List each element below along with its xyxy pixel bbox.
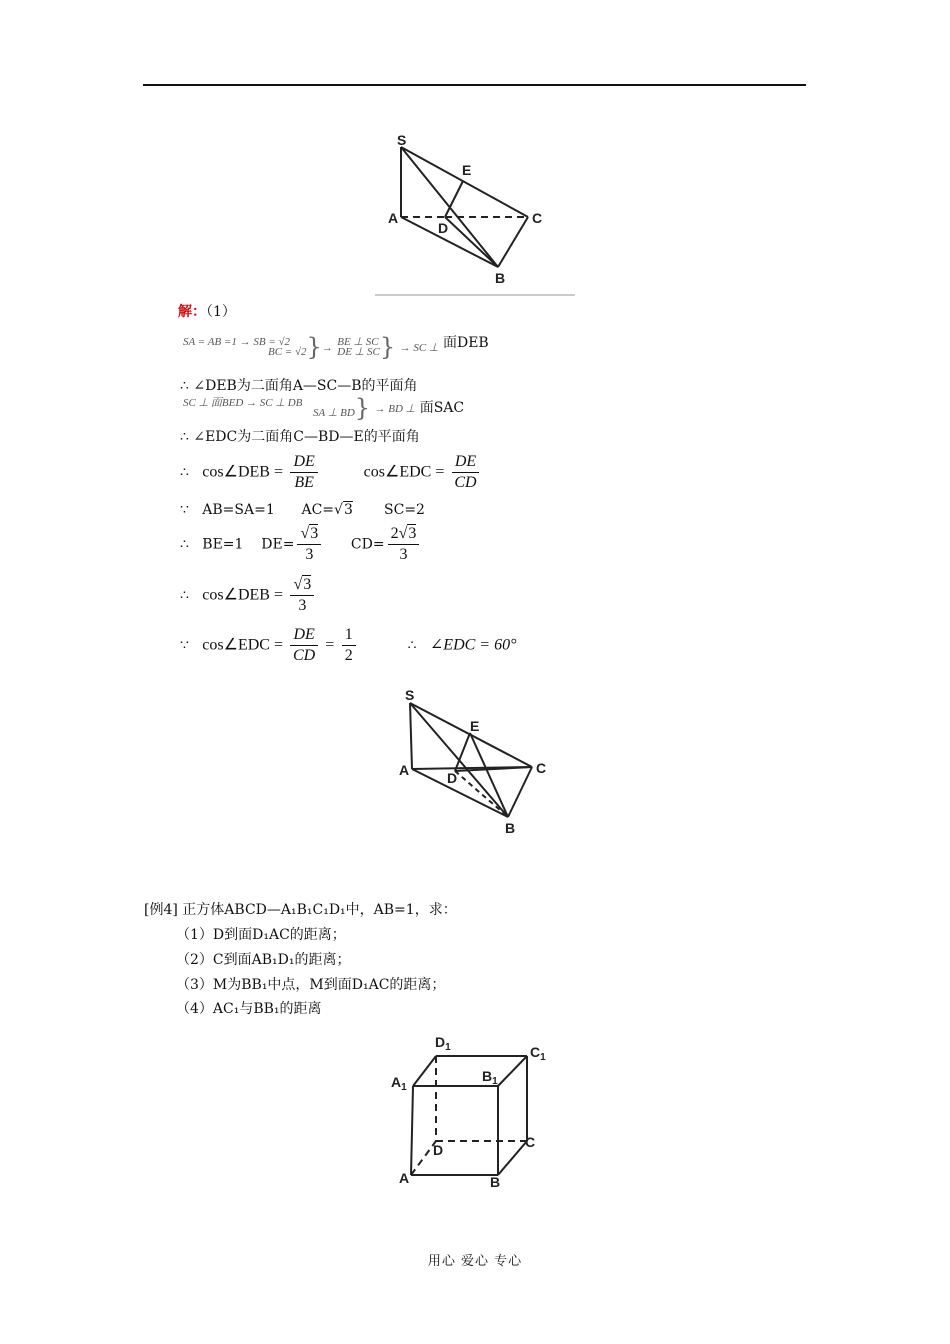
label-C1: $C_1$ bbox=[530, 1044, 546, 1063]
label-B: B bbox=[490, 1174, 501, 1190]
l1-e: → SC ⊥ bbox=[399, 342, 439, 354]
frac1-den: BE bbox=[294, 474, 314, 491]
be-value: BE=1 bbox=[202, 536, 244, 553]
label-B: B bbox=[505, 820, 516, 836]
cos-deb-num: 3 bbox=[303, 576, 312, 593]
l3-a: SC ⊥ 面BED → SC ⊥ DB bbox=[183, 397, 303, 409]
cube-figure bbox=[385, 1025, 555, 1195]
solution-line-9 bbox=[180, 625, 517, 671]
label-A: A bbox=[388, 210, 399, 226]
solution-line-2: ∴ ∠DEB为二面角A—SC—B的平面角 bbox=[180, 378, 418, 394]
frac2-den: CD bbox=[454, 474, 477, 491]
cd-num: 3 bbox=[408, 525, 417, 542]
label-E: E bbox=[470, 718, 480, 734]
cos-deb-label: cos∠DEB = bbox=[202, 463, 283, 481]
solution-line-8: ∴ cos∠DEB = $\frac{√3}{3}$ bbox=[180, 575, 317, 621]
cos-deb-den: 3 bbox=[298, 597, 307, 614]
label-C: C bbox=[525, 1134, 536, 1150]
solution-line-4: ∴ ∠EDC为二面角C—BD—E的平面角 bbox=[180, 429, 420, 445]
frac1-num: DE bbox=[290, 452, 317, 473]
solution-line-5 bbox=[180, 452, 482, 498]
solution-line-7: ∴ BE=1 DE= $\frac{√3}{3}$ CD= $\frac{2√3}{3}$ bbox=[180, 524, 422, 570]
label-A: A bbox=[399, 1170, 410, 1186]
because-symbol: ∵ bbox=[180, 637, 189, 654]
cd-label: CD= bbox=[350, 536, 385, 553]
therefore-symbol: ∴ bbox=[180, 587, 189, 604]
cd-coef: 2 bbox=[390, 525, 399, 542]
half-den: 2 bbox=[344, 647, 353, 664]
example4-q3: （3）M为BB₁中点，M到面D₁AC的距离； bbox=[176, 977, 446, 993]
label-B1: $B_1$ bbox=[482, 1068, 498, 1087]
label-D: D bbox=[447, 770, 458, 786]
solution-part: （1） bbox=[206, 304, 236, 320]
label-D: D bbox=[433, 1142, 444, 1158]
tetrahedron-figure-1 bbox=[370, 125, 590, 300]
because-symbol: ∵ bbox=[180, 502, 189, 518]
angle-result: ∠EDC = 60° bbox=[429, 636, 517, 654]
de-den: 3 bbox=[305, 546, 314, 563]
solution-heading bbox=[178, 303, 236, 321]
example4-q1: （1）D到面D₁AC的距离； bbox=[176, 927, 346, 943]
therefore-symbol: ∴ bbox=[407, 637, 417, 654]
equals: = bbox=[325, 636, 335, 654]
edc-den: CD bbox=[292, 647, 316, 664]
ac-value: 3 bbox=[343, 502, 353, 518]
label-B: B bbox=[495, 270, 506, 286]
label-A1: $A_1$ bbox=[391, 1074, 407, 1093]
half-num: 1 bbox=[342, 625, 356, 646]
label-A: A bbox=[399, 762, 410, 778]
label-S: S bbox=[405, 687, 415, 703]
solution-line-6: ∵ AB=SA=1 AC=√3 SC=2 bbox=[180, 502, 425, 518]
cos-edc-result-label: cos∠EDC = bbox=[202, 636, 283, 654]
l1-a: SA = AB =1 → SB = √2 bbox=[183, 336, 291, 348]
de-label: DE= bbox=[261, 536, 295, 553]
l3-tail: 面SAC bbox=[419, 400, 465, 416]
cos-edc-label: cos∠EDC = bbox=[363, 463, 445, 481]
therefore-symbol: ∴ bbox=[180, 464, 189, 481]
l1-tail: 面DEB bbox=[442, 335, 489, 351]
de-num: 3 bbox=[310, 525, 319, 542]
therefore-symbol: ∴ bbox=[180, 536, 189, 553]
example4-q4: （4）AC₁与BB₁的距离 bbox=[176, 1001, 322, 1017]
example4-q2: （2）C到面AB₁D₁的距离； bbox=[176, 952, 351, 968]
cd-den: 3 bbox=[399, 546, 408, 563]
label-C: C bbox=[536, 760, 547, 776]
label-S: S bbox=[397, 132, 407, 148]
l1-c: BE ⊥ SC bbox=[337, 336, 379, 348]
example4-title: [例4] 正方体ABCD—A₁B₁C₁D₁中，AB=1，求： bbox=[144, 902, 457, 918]
l3-c: → BD ⊥ bbox=[374, 403, 416, 415]
edc-num: DE bbox=[290, 625, 317, 646]
l1-d: DE ⊥ SC bbox=[337, 346, 380, 358]
label-D: D bbox=[438, 220, 449, 236]
label-E: E bbox=[462, 162, 472, 178]
header-rule bbox=[143, 84, 806, 86]
solution-line-3: SC ⊥ 面BED → SC ⊥ DB SA ⊥ BD} → BD ⊥ 面SAC bbox=[183, 394, 465, 422]
label-C: C bbox=[532, 210, 543, 226]
page-footer: 用心 爱心 专心 bbox=[427, 1254, 523, 1269]
label-D1: $D_1$ bbox=[435, 1034, 451, 1053]
cos-deb-result-label: cos∠DEB = bbox=[202, 586, 283, 604]
sc-value: SC=2 bbox=[384, 502, 425, 518]
solution-line-1: SA = AB =1 → SB = √2 BC = √2}→ BE ⊥ SC DE ⊥ SC} → SC ⊥ 面DEB bbox=[183, 333, 489, 361]
frac2-num: DE bbox=[452, 452, 479, 473]
l1-b: BC = √2 bbox=[268, 346, 307, 358]
solution-label: 解： bbox=[178, 304, 206, 320]
tetrahedron-figure-2 bbox=[390, 685, 560, 840]
l3-b: SA ⊥ BD bbox=[313, 407, 355, 419]
ab-value: AB=SA=1 bbox=[202, 502, 275, 518]
ac-label: AC= bbox=[301, 502, 335, 518]
